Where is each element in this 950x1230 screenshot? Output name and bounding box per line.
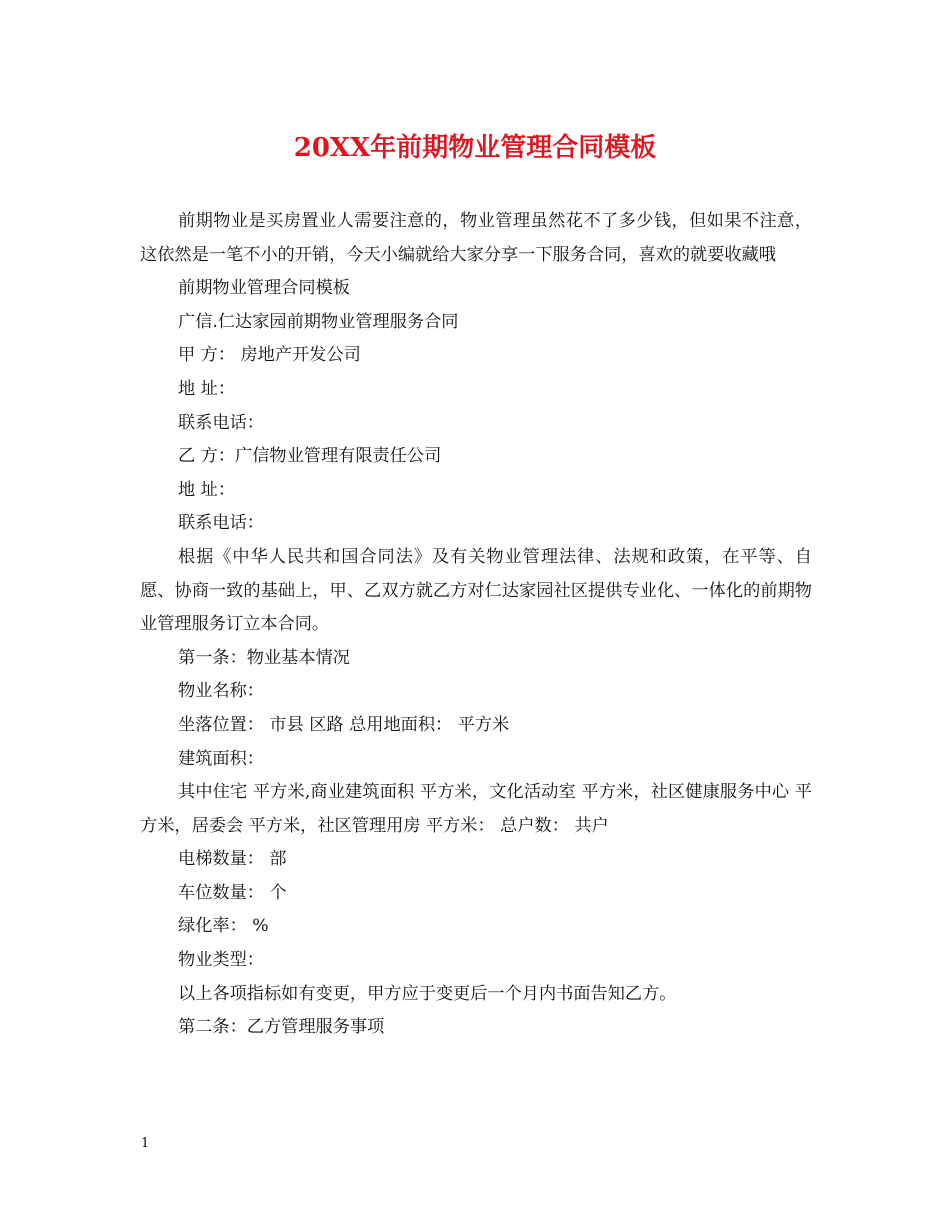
paragraph-party-b-address: 地 址：: [178, 479, 236, 500]
document-title: 20XX年前期物业管理合同模板: [293, 133, 657, 163]
paragraph-party-a: 甲 方： 房地产开发公司: [178, 345, 361, 366]
paragraph-party-a-phone: 联系电话：: [178, 412, 264, 433]
paragraph-template-name: 前期物业管理合同模板: [178, 278, 350, 299]
paragraph-property-type: 物业类型：: [178, 950, 264, 971]
document-body: [140, 205, 812, 1045]
paragraph-article-2: 第二条：乙方管理服务事项: [178, 1017, 385, 1038]
paragraph-basis: 根据《中华人民共和国合同法》及有关物业管理法律、法规和政策，在平等、自愿、协商一致的基础上，甲、乙双方就乙方对仁达家园社区提供专业化、一体化的前期物业管理服务订立本合同。: [140, 546, 812, 635]
paragraph-building-area: 建筑面积：: [178, 748, 264, 769]
paragraph-location: 坐落位置： 市县 区路 总用地面积： 平方米: [178, 714, 510, 735]
paragraph-property-name: 物业名称：: [178, 681, 264, 702]
page-number: 1: [141, 1136, 150, 1151]
paragraph-parking: 车位数量： 个: [178, 882, 287, 903]
paragraph-area-breakdown: 其中住宅 平方米,商业建筑面积 平方米，文化活动室 平方米，社区健康服务中心 平方米，居委会 平方米，社区管理用房 平方米： 总户数： 共户: [140, 782, 812, 836]
paragraph-party-b: 乙 方：广信物业管理有限责任公司: [178, 446, 442, 467]
paragraph-intro: 前期物业是买房置业人需要注意的，物业管理虽然花不了多少钱，但如果不注意，这依然是一笔不小的开销，今天小编就给大家分享一下服务合同，喜欢的就要收藏哦: [140, 211, 812, 265]
paragraph-contract-name: 广信.仁达家园前期物业管理服务合同: [178, 311, 459, 332]
paragraph-article-1: 第一条：物业基本情况: [178, 647, 350, 668]
paragraph-elevators: 电梯数量： 部: [178, 849, 287, 870]
paragraph-green-rate: 绿化率： %: [178, 916, 269, 937]
paragraph-change-notice: 以上各项指标如有变更，甲方应于变更后一个月内书面告知乙方。: [178, 983, 677, 1004]
paragraph-party-a-address: 地 址：: [178, 378, 236, 399]
paragraph-party-b-phone: 联系电话：: [178, 513, 264, 534]
